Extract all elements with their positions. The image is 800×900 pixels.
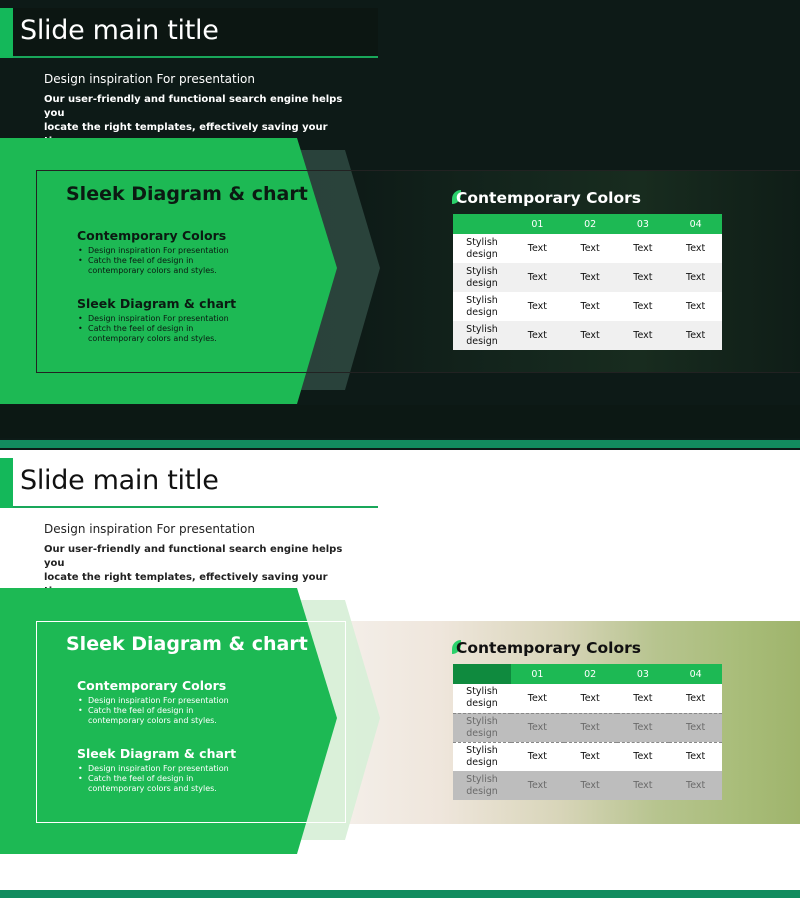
data-table: [453, 214, 722, 350]
bullet-list: [78, 696, 278, 726]
table-header-cell: 02: [564, 664, 617, 684]
table-row: [453, 684, 722, 713]
table-cell: Text: [564, 292, 617, 321]
table-cell: Text: [564, 742, 617, 771]
bullet-item: contemporary colors and styles.: [88, 784, 217, 793]
table-title: Contemporary Colors: [456, 639, 641, 657]
table-cell: Text: [669, 263, 722, 292]
title-accent: [0, 458, 13, 508]
table-row: [453, 713, 722, 742]
table-cell: Text: [669, 713, 722, 742]
section-title: Sleek Diagram & chart: [77, 746, 237, 761]
bullet-list: [78, 314, 278, 344]
bottom-bar: [0, 890, 800, 898]
bullet-item: • Design inspiration For presentation: [78, 246, 278, 256]
table-cell: Text: [669, 321, 722, 350]
table-header-cell: 01: [511, 664, 564, 684]
table-header-cell: 03: [617, 664, 670, 684]
bullet-item: • Design inspiration For presentation: [78, 764, 278, 774]
table-cell: Text: [617, 771, 670, 800]
table-row: [453, 263, 722, 292]
bullet-item: • Catch the feel of design in: [78, 324, 278, 334]
table-cell: Text: [511, 263, 564, 292]
diagram-title: Sleek Diagram & chart: [66, 183, 308, 205]
bullet-item: • Catch the feel of design in: [78, 256, 278, 266]
table-cell: Text: [564, 771, 617, 800]
table-cell: Text: [511, 742, 564, 771]
table-header-cell: [453, 214, 511, 234]
table-header-cell: 04: [669, 214, 722, 234]
bullet-item: • Catch the feel of design in: [78, 774, 278, 784]
table-cell: Text: [669, 292, 722, 321]
table-row: [453, 321, 722, 350]
title-accent: [0, 8, 13, 58]
table-cell: Text: [617, 713, 670, 742]
bullet-item: contemporary colors and styles.: [88, 334, 217, 343]
table-cell: Text: [511, 684, 564, 713]
section-title: Sleek Diagram & chart: [77, 296, 237, 311]
title-bar: [0, 8, 378, 58]
table-cell: Text: [669, 742, 722, 771]
subtitle: Design inspiration For presentation: [44, 522, 255, 536]
bullet-item: • Design inspiration For presentation: [78, 696, 278, 706]
bullet-item: contemporary colors and styles.: [88, 266, 217, 275]
data-table: [453, 664, 722, 800]
table-cell: Text: [617, 263, 670, 292]
table-cell: Text: [511, 771, 564, 800]
table-cell: Text: [564, 263, 617, 292]
table-header-cell: 03: [617, 214, 670, 234]
description-line: locate the right templates, effectively saving your: [44, 122, 328, 133]
row-label: Stylish design: [453, 684, 511, 713]
table-cell: Text: [564, 684, 617, 713]
table-cell: Text: [564, 713, 617, 742]
table-row: [453, 771, 722, 800]
table-header-row: [453, 214, 722, 234]
table-cell: Text: [669, 684, 722, 713]
diagram-title: Sleek Diagram & chart: [66, 633, 308, 655]
main-title: Slide main title: [20, 15, 219, 46]
row-label: Stylish design: [453, 713, 511, 742]
bullet-item: • Design inspiration For presentation: [78, 314, 278, 324]
table-row: [453, 292, 722, 321]
table-row: [453, 742, 722, 771]
description-line: Our user-friendly and functional search engine helps you: [44, 94, 343, 119]
table-header-cell: [453, 664, 511, 684]
slide-light: [0, 450, 800, 900]
table-header-cell: 02: [564, 214, 617, 234]
row-label: Stylish design: [453, 292, 511, 321]
row-label: Stylish design: [453, 742, 511, 771]
table-header-row: [453, 664, 722, 684]
bullet-list: [78, 246, 278, 276]
row-label: Stylish design: [453, 234, 511, 263]
table-cell: Text: [617, 234, 670, 263]
table-cell: Text: [511, 713, 564, 742]
table-cell: Text: [511, 292, 564, 321]
table-cell: Text: [617, 684, 670, 713]
table-header-cell: 01: [511, 214, 564, 234]
main-title: Slide main title: [20, 465, 219, 496]
table-cell: Text: [511, 234, 564, 263]
row-label: Stylish design: [453, 263, 511, 292]
row-label: Stylish design: [453, 321, 511, 350]
bottom-strip: [0, 405, 800, 438]
section-title: Contemporary Colors: [77, 228, 227, 243]
table-cell: Text: [617, 742, 670, 771]
table-cell: Text: [617, 321, 670, 350]
bottom-bar: [0, 440, 800, 448]
row-label: Stylish design: [453, 771, 511, 800]
table-cell: Text: [617, 292, 670, 321]
table-header-cell: 04: [669, 664, 722, 684]
bullet-item: contemporary colors and styles.: [88, 716, 217, 725]
description-line: locate the right templates, effectively saving your: [44, 572, 328, 583]
bullet-list: [78, 764, 278, 794]
description-line: Our user-friendly and functional search engine helps you: [44, 544, 343, 569]
title-bar: [0, 458, 378, 508]
table-row: [453, 234, 722, 263]
section-title: Contemporary Colors: [77, 678, 227, 693]
table-cell: Text: [669, 234, 722, 263]
bullet-item: • Catch the feel of design in: [78, 706, 278, 716]
table-cell: Text: [564, 321, 617, 350]
subtitle: Design inspiration For presentation: [44, 72, 255, 86]
table-cell: Text: [669, 771, 722, 800]
table-cell: Text: [511, 321, 564, 350]
table-title: Contemporary Colors: [456, 189, 641, 207]
table-cell: Text: [564, 234, 617, 263]
